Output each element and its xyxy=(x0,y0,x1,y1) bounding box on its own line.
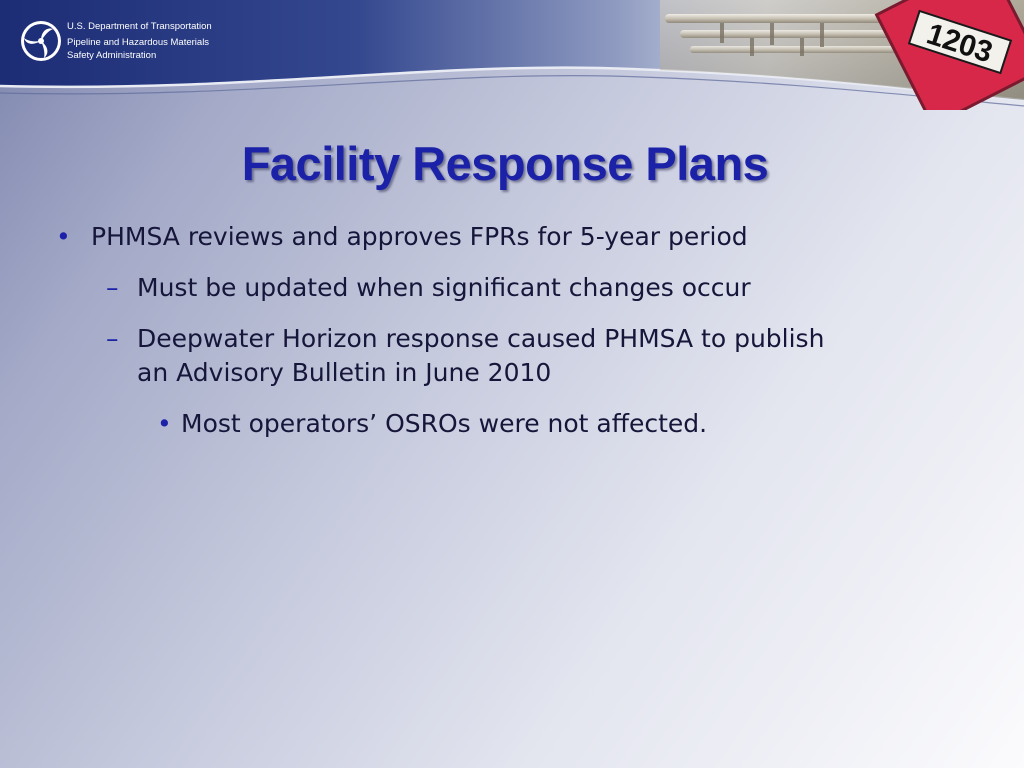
header-banner xyxy=(0,0,1024,110)
placard-number-layer xyxy=(0,0,1024,110)
agency-line-2: Pipeline and Hazardous Materials xyxy=(67,37,210,48)
bullet-marker-1: • xyxy=(56,222,71,251)
bullet-4-text: Most operators’ OSROs were not affected. xyxy=(181,409,708,438)
bullet-marker-2: – xyxy=(106,273,119,302)
placard-number: 1203 xyxy=(922,17,997,70)
bullet-1-text: PHMSA reviews and approves FPRs for 5-year period xyxy=(91,222,748,251)
agency-line-1: U.S. Department of Transportation xyxy=(67,21,212,32)
bullet-3-text-line-2: an Advisory Bulletin in June 2010 xyxy=(137,358,552,387)
bullet-marker-4: • xyxy=(157,409,172,438)
slide-title: Facility Response Plans xyxy=(241,137,769,190)
bullet-2-text: Must be updated when significant changes occur xyxy=(137,273,751,302)
bullet-marker-3: – xyxy=(106,324,119,353)
bullet-3-text-line-1: Deepwater Horizon response caused PHMSA to publish xyxy=(137,324,825,353)
agency-line-3: Safety Administration xyxy=(67,50,157,61)
